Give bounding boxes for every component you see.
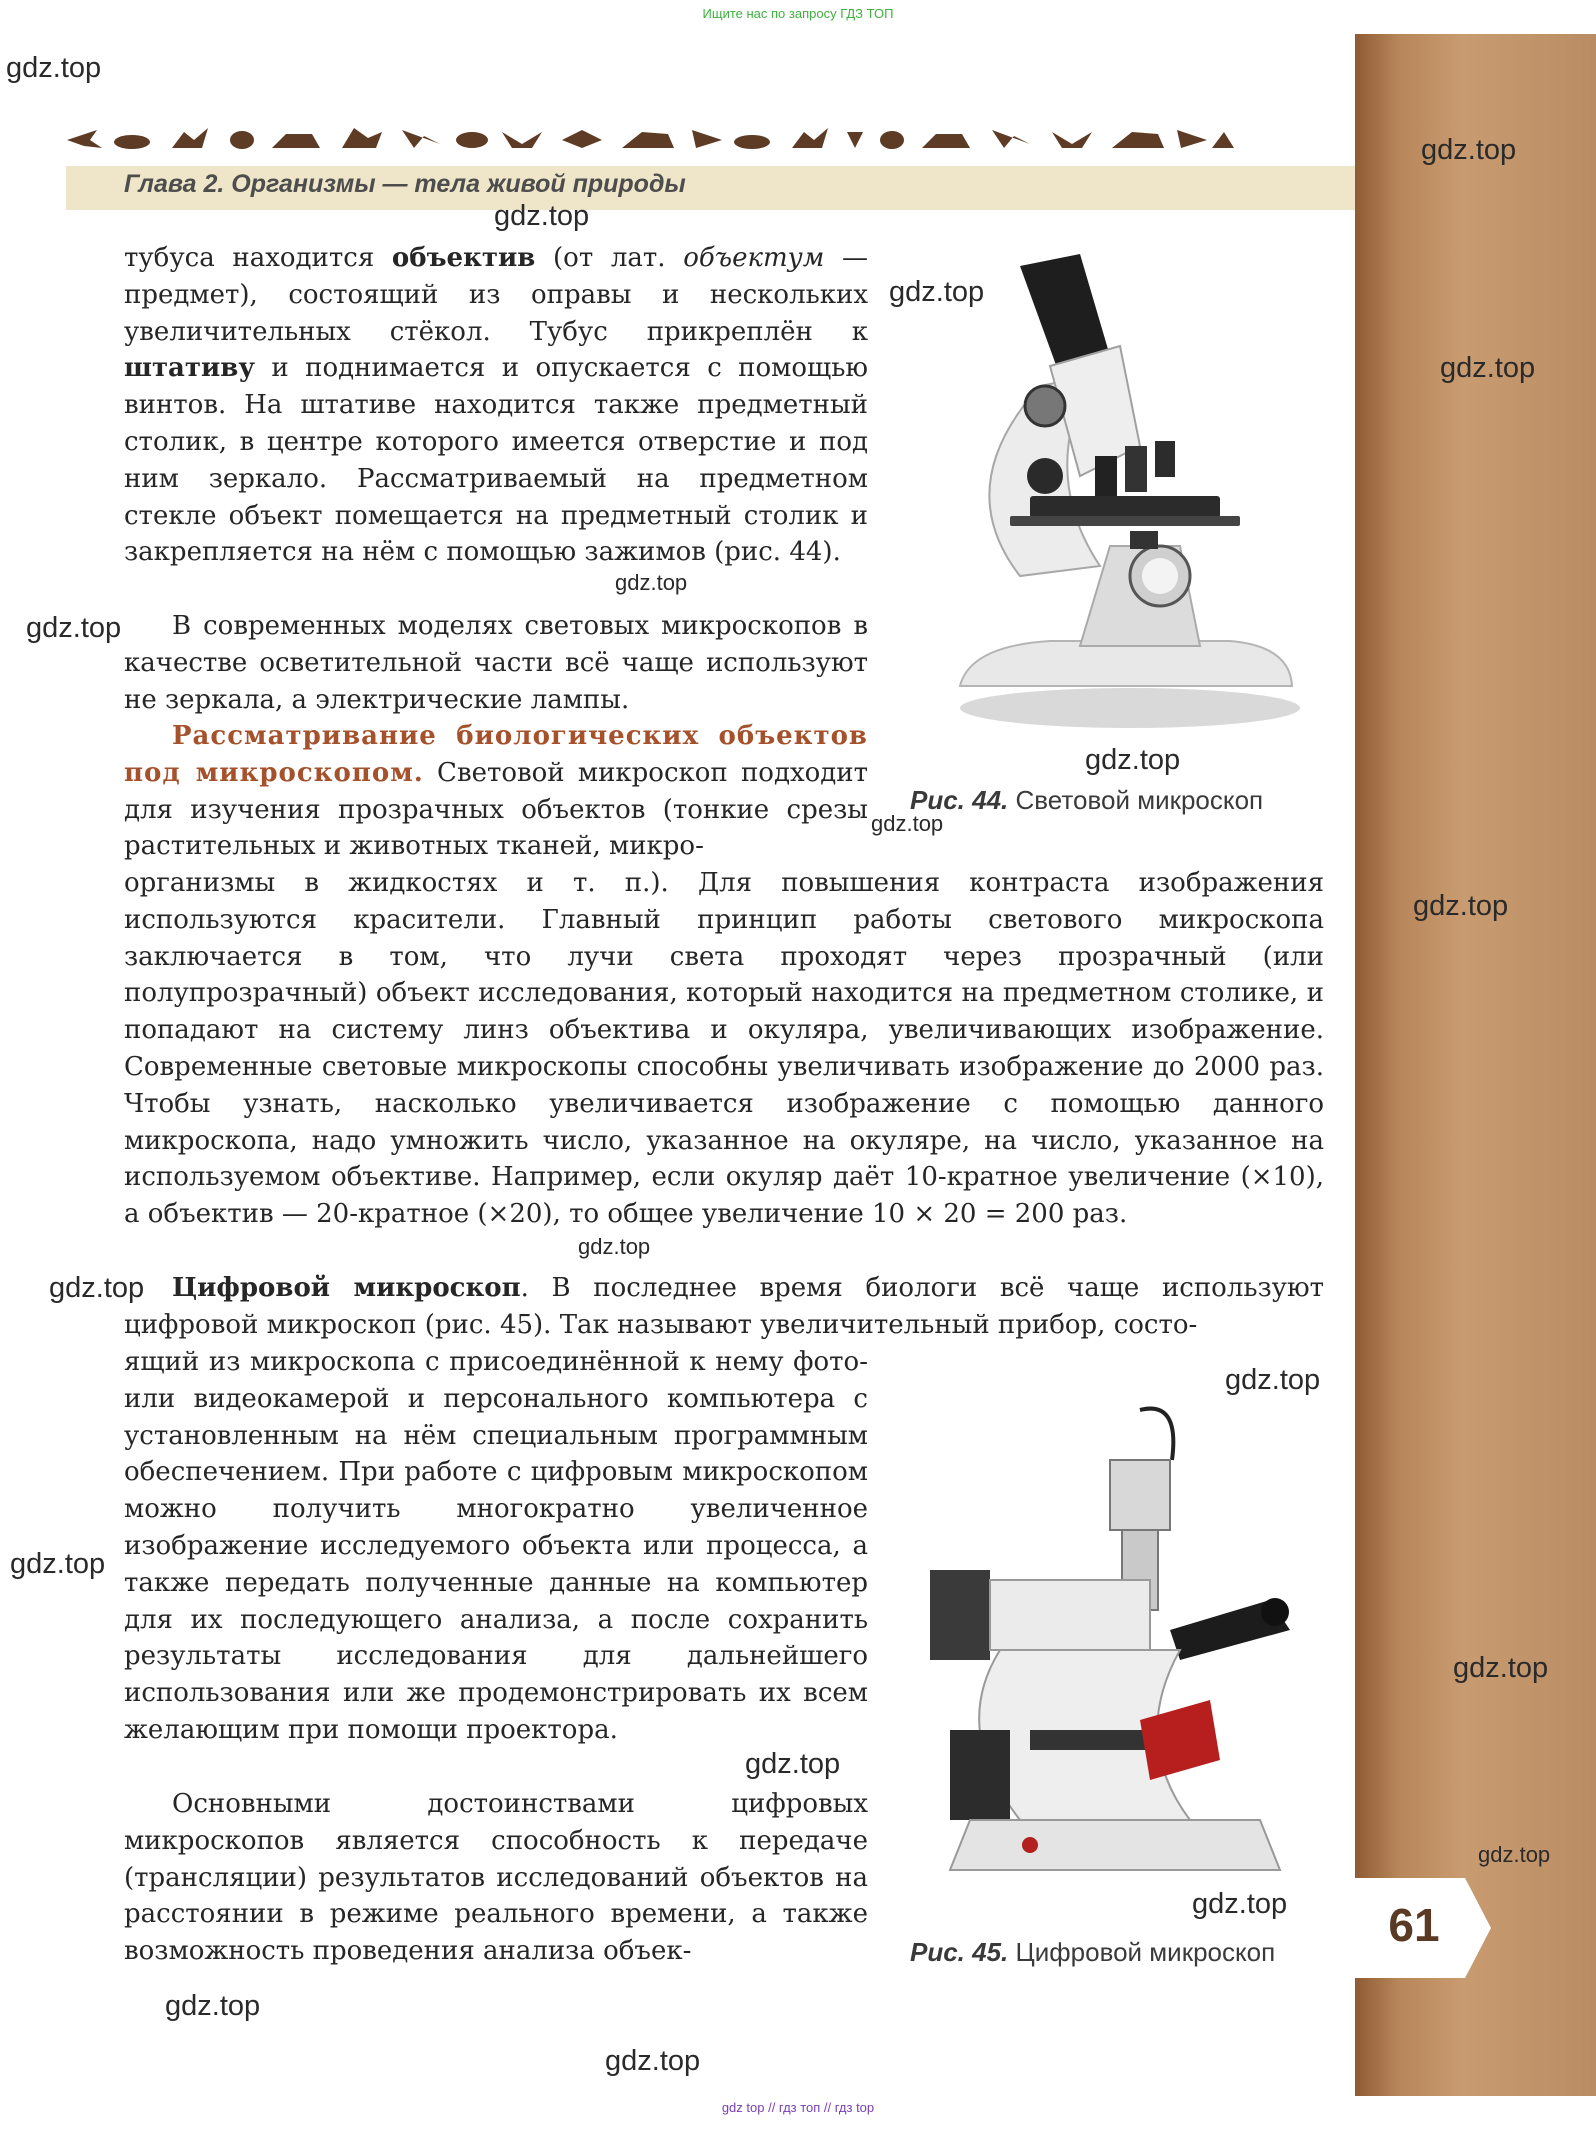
- watermark[interactable]: gdz.top: [494, 200, 590, 232]
- watermark[interactable]: gdz.top: [889, 276, 985, 308]
- watermark[interactable]: gdz.top: [745, 1748, 841, 1780]
- paragraph-objective: тубуса находится объектив (от лат. объектум — предмет), состоящий из оправы и нескольких увеличительных стёкол. Тубус прикреплён к штативу и поднимается и опускается с помощью винтов. На штативе находится также предметный столик, в центре которого имеется отверстие и под ним зеркало. Рассматриваемый на предметном стекле объект помещается на предметный столик и закрепляется на нём с помощью зажимов (рис. 44).: [124, 243, 869, 568]
- paragraph-digital-wide: Цифровой микроскоп. В последнее время биологи всё чаще используют цифровой микроскоп (рис. 45). Так называют увеличительный прибор, состо-: [124, 1273, 1324, 1340]
- chapter-title: Глава 2. Организмы — тела живой природы: [124, 170, 686, 198]
- watermark[interactable]: gdz.top: [1192, 1888, 1288, 1920]
- watermark[interactable]: gdz.top: [26, 612, 122, 644]
- watermark[interactable]: gdz.top: [6, 52, 102, 84]
- figure-44-caption: Рис. 44. Световой микроскоп: [910, 785, 1264, 815]
- watermark[interactable]: gdz.top: [578, 1234, 651, 1259]
- watermark[interactable]: gdz.top: [1085, 744, 1181, 776]
- watermark[interactable]: gdz.top: [1413, 890, 1509, 922]
- paragraph-observation-wide: организмы в жидкостях и т. п.). Для повышения контраста изображения используются красители. Главный принцип работы светового микроскопа заключается в том, что лучи света проходят через прозрачный (или полупрозрачный) объект исследования, который находится на предметном столике, и попадают на систему линз объектива и окуляра, увеличивающих изображение. Современные световые микроскопы способны увеличивать изображение до 2000 раз. Чтобы узнать, насколько увеличивается изображение с помощью данного микроскопа, надо умножить число, указанное на окуляре, на число, указанное на используемом объективе. Например, если окуляр даёт 10-кратное увеличение (×10), а объектив — 20-кратное (×20), то общее увеличение 10 × 20 = 200 раз.: [124, 868, 1324, 1230]
- watermark[interactable]: gdz.top: [1453, 1652, 1549, 1684]
- animal-silhouette-strip: [62, 118, 1242, 160]
- watermark[interactable]: gdz.top: [165, 1990, 261, 2022]
- watermark[interactable]: gdz.top: [1225, 1364, 1321, 1396]
- page-side-band: [1355, 34, 1596, 2096]
- watermark[interactable]: gdz.top: [1421, 134, 1517, 166]
- paragraph-digital-narrow: ящий из микроскопа с присоединённой к нему фото- или видеокамерой и персонального компьютера с установленным на нём специальным программным обеспечением. При работе с цифровым микроскопом можно получить многократно увеличенное изображение исследуемого объекта или процесса, а также передать полученные данные на компьютер для их последующего анализа, а после сохранить результаты исследования для дальнейшего использования или же продемонстрировать их всем желающим при помощи проектора.: [124, 1347, 868, 1745]
- light-microscope-image: [930, 246, 1310, 736]
- paragraph-modern-models: В современных моделях световых микроскопов в качестве осветительной части всё чаще используют не зеркала, а электрические лампы.: [124, 611, 868, 715]
- watermark[interactable]: gdz.top: [49, 1272, 145, 1304]
- section-heading-observation: Рассматривание биологических объектов под микроскопом.: [124, 721, 868, 788]
- watermark[interactable]: gdz.top: [1440, 352, 1536, 384]
- digital-microscope-image: [910, 1400, 1330, 1890]
- page-number: 61: [1388, 1899, 1440, 1951]
- paragraph-observation-narrow: Рассматривание биологических объектов под микроскопом. Световой микроскоп подходит для изучения прозрачных объектов (тонкие срезы растительных и животных тканей, микро-: [124, 721, 868, 862]
- watermark[interactable]: gdz.top: [871, 811, 944, 836]
- figure-45-caption: Рис. 45. Цифровой микроскоп: [910, 1937, 1276, 1967]
- paragraph-advantages: Основными достоинствами цифровых микроскопов является способность к передаче (трансляции) результатов исследований объектов на расстоянии в режиме реального времени, а также возможность проведения анализа объек-: [124, 1789, 868, 1967]
- section-heading-digital: Цифровой микроскоп: [172, 1273, 521, 1303]
- watermark[interactable]: gdz.top: [605, 2045, 701, 2077]
- watermark[interactable]: gdz.top: [1478, 1842, 1551, 1867]
- watermark[interactable]: gdz.top: [615, 570, 688, 595]
- watermark[interactable]: gdz.top: [10, 1548, 106, 1580]
- bottom-banner[interactable]: gdz top // гдз топ // гдз top: [721, 2100, 875, 2115]
- top-banner[interactable]: Ищите нас по запросу ГДЗ ТОП: [702, 6, 894, 21]
